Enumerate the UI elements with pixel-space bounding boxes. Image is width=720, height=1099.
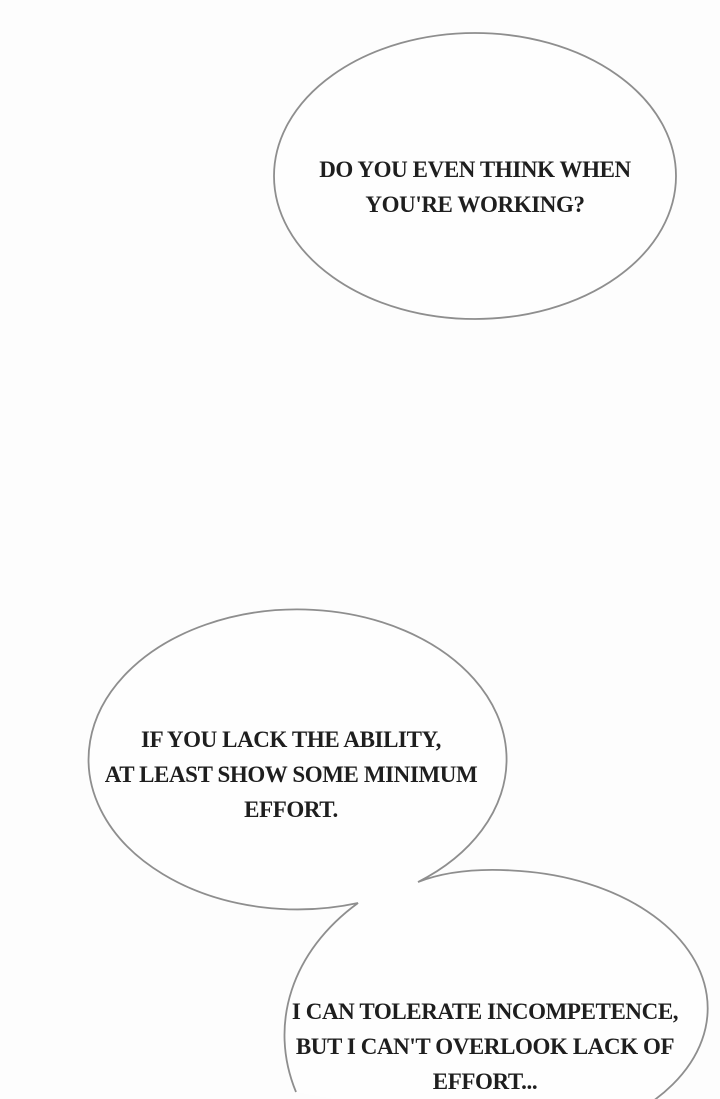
speech-text-line: YOU'RE WORKING? — [365, 192, 585, 217]
speech-text-line: IF YOU LACK THE ABILITY, — [141, 727, 441, 752]
speech-text-line: DO YOU EVEN THINK WHEN — [319, 157, 631, 182]
bottom-speech-bubble-text — [275, 994, 695, 1099]
speech-text-line: BUT I CAN'T OVERLOOK LACK OF — [295, 1034, 675, 1059]
speech-text-line: I CAN TOLERATE INCOMPETENCE, — [291, 999, 679, 1024]
speech-text-line: EFFORT. — [244, 797, 338, 822]
middle-speech-bubble-text — [81, 722, 501, 827]
speech-text-line: EFFORT... — [432, 1069, 538, 1094]
top-speech-bubble-text — [275, 152, 675, 222]
speech-text-line: AT LEAST SHOW SOME MINIMUM — [104, 762, 478, 787]
